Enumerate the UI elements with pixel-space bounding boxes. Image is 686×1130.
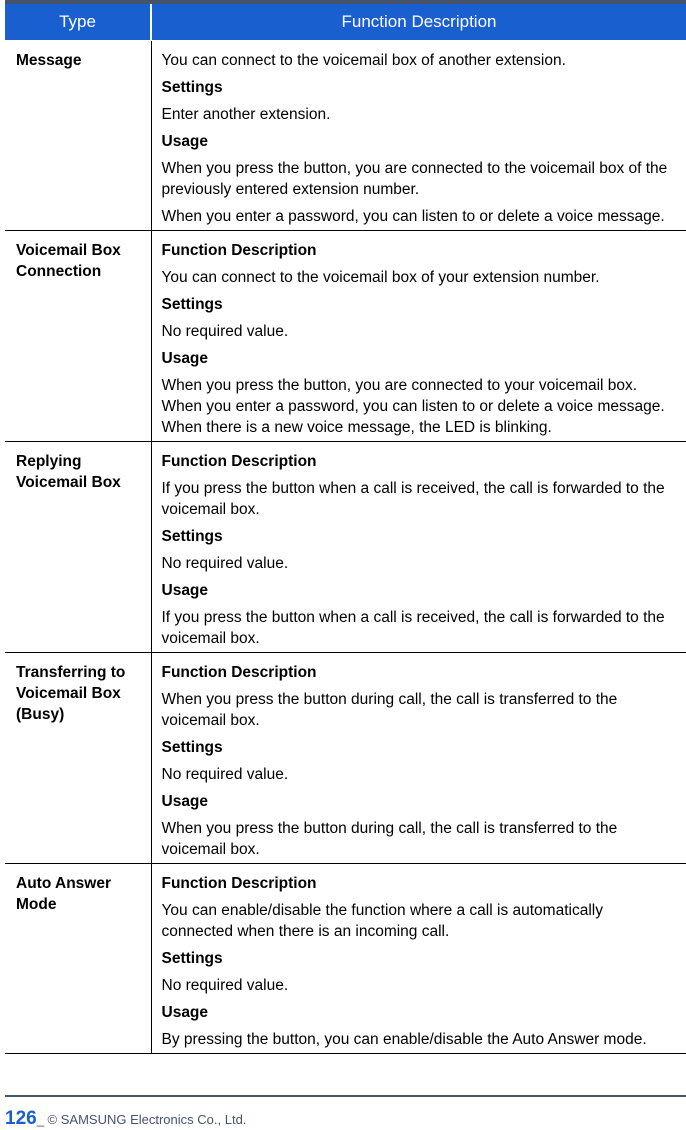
description-subheading: Settings: [161, 950, 223, 967]
description-subheading: Function Description: [161, 242, 317, 259]
description-cell: [151, 41, 686, 231]
description-cell: [151, 653, 686, 864]
table-header-row: [5, 4, 686, 41]
description-text: You can connect to the voicemail box of your extension number.: [161, 269, 600, 286]
header-type: Type: [5, 4, 151, 41]
description-subheading: Function Description: [161, 664, 317, 681]
description-text: No required value.: [161, 977, 289, 994]
table-body: [5, 41, 686, 1054]
description-subheading: Settings: [161, 528, 223, 545]
description-text: When you press the button during call, the call is transferred to the voicemail box.: [161, 691, 618, 729]
description-text: No required value.: [161, 766, 289, 783]
description-text: Enter another extension.: [161, 106, 331, 123]
table-row: [5, 864, 686, 1054]
copyright-text: _ © SAMSUNG Electronics Co., Ltd.: [36, 1112, 247, 1127]
description-subheading: Settings: [161, 296, 223, 313]
description-text: You can connect to the voicemail box of another extension.: [161, 52, 566, 69]
description-subheading: Usage: [161, 350, 209, 367]
description-subheading: Usage: [161, 582, 209, 599]
table-row: [5, 653, 686, 864]
description-subheading: Function Description: [161, 453, 317, 470]
type-cell: Replying Voicemail Box: [5, 442, 151, 653]
description-text: When you press the button, you are connected to the voicemail box of the previously entered extension number.: [161, 160, 668, 198]
description-subheading: Usage: [161, 1004, 209, 1021]
description-text: By pressing the button, you can enable/disable the Auto Answer mode.: [161, 1031, 647, 1048]
description-text: You can enable/disable the function where a call is automatically connected when there is an incoming call.: [161, 902, 603, 940]
description-text: No required value.: [161, 323, 289, 340]
type-cell: Transferring to Voicemail Box (Busy): [5, 653, 151, 864]
header-function-description: Function Description: [151, 4, 686, 41]
description-cell: [151, 231, 686, 442]
description-text: When you enter a password, you can listen to or delete a voice message.: [161, 208, 665, 225]
description-subheading: Function Description: [161, 875, 317, 892]
description-subheading: Settings: [161, 739, 223, 756]
description-text: When you press the button, you are connected to your voicemail box. When you enter a password, you can listen to or delete a voice message. When there is a new voice message, the LED is blinking.: [161, 377, 665, 436]
type-cell: Message: [5, 41, 151, 231]
function-table: [5, 4, 686, 1054]
description-subheading: Settings: [161, 79, 223, 96]
description-text: No required value.: [161, 555, 289, 572]
description-subheading: Usage: [161, 793, 209, 810]
description-cell: [151, 442, 686, 653]
description-text: If you press the button when a call is received, the call is forwarded to the voicemail box.: [161, 609, 665, 647]
type-cell: Auto Answer Mode: [5, 864, 151, 1054]
description-text: When you press the button during call, the call is transferred to the voicemail box.: [161, 820, 618, 858]
description-text: If you press the button when a call is received, the call is forwarded to the voicemail box.: [161, 480, 665, 518]
description-subheading: Usage: [161, 133, 209, 150]
type-cell: Voicemail Box Connection: [5, 231, 151, 442]
table-row: [5, 442, 686, 653]
page-footer: [5, 1108, 246, 1130]
description-cell: [151, 864, 686, 1054]
page-number: 126: [5, 1108, 37, 1129]
table-row: [5, 231, 686, 442]
table-row: [5, 41, 686, 231]
footer-rule: [5, 1095, 686, 1097]
